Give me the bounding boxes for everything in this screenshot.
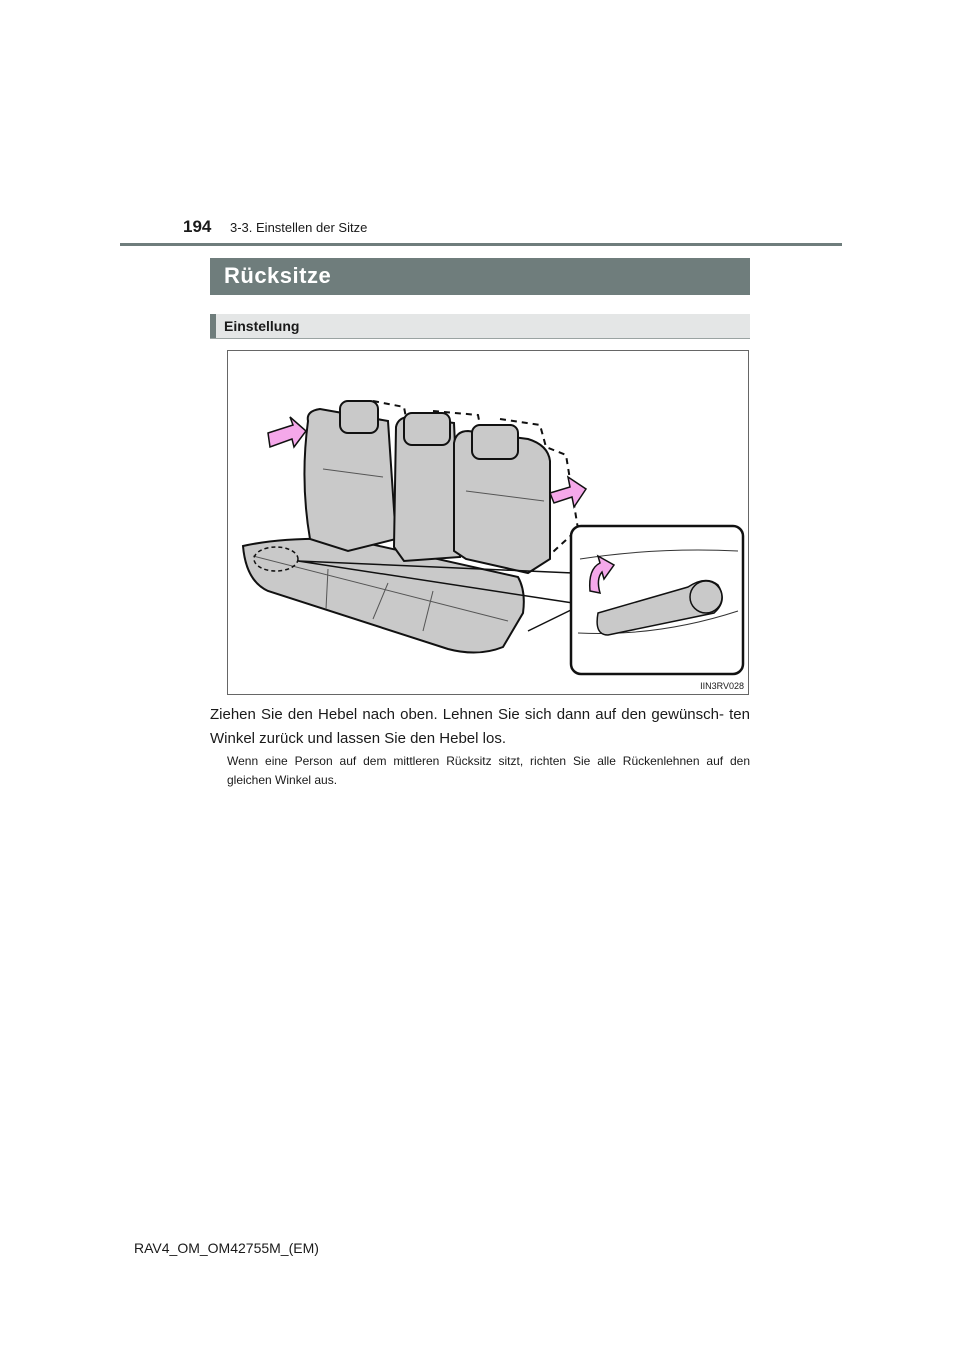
headrest-middle: [404, 413, 450, 445]
header-divider: [120, 243, 842, 246]
figure-code: IIN3RV028: [700, 681, 744, 691]
section-title-bar: [210, 258, 750, 295]
arrow-right-icon: [550, 477, 586, 507]
lever-pivot: [690, 581, 722, 613]
page-number: 194: [183, 217, 212, 236]
rear-seat-illustration: [227, 350, 749, 695]
headrest-left: [340, 401, 378, 433]
subsection-title-bar: [210, 314, 750, 339]
section-title: Rücksitze: [224, 263, 332, 288]
subsection-accent: [210, 314, 216, 338]
subsection-title: Einstellung: [224, 318, 300, 334]
arrow-left-icon: [268, 417, 306, 447]
document-id: RAV4_OM_OM42755M_(EM): [134, 1240, 319, 1256]
note-text: Wenn eine Person auf dem mittleren Rücksitz sitzt, richten Sie alle Rückenlehnen auf den gleichen Winkel aus.: [227, 754, 750, 787]
instruction-text: Ziehen Sie den Hebel nach oben. Lehnen Sie sich dann auf den gewünsch- ten Winkel zurück und lassen Sie den Hebel los.: [210, 706, 750, 747]
rear-seat-drawing: [228, 351, 748, 694]
headrest-right: [472, 425, 518, 459]
section-reference: 3-3. Einstellen der Sitze: [230, 220, 368, 235]
